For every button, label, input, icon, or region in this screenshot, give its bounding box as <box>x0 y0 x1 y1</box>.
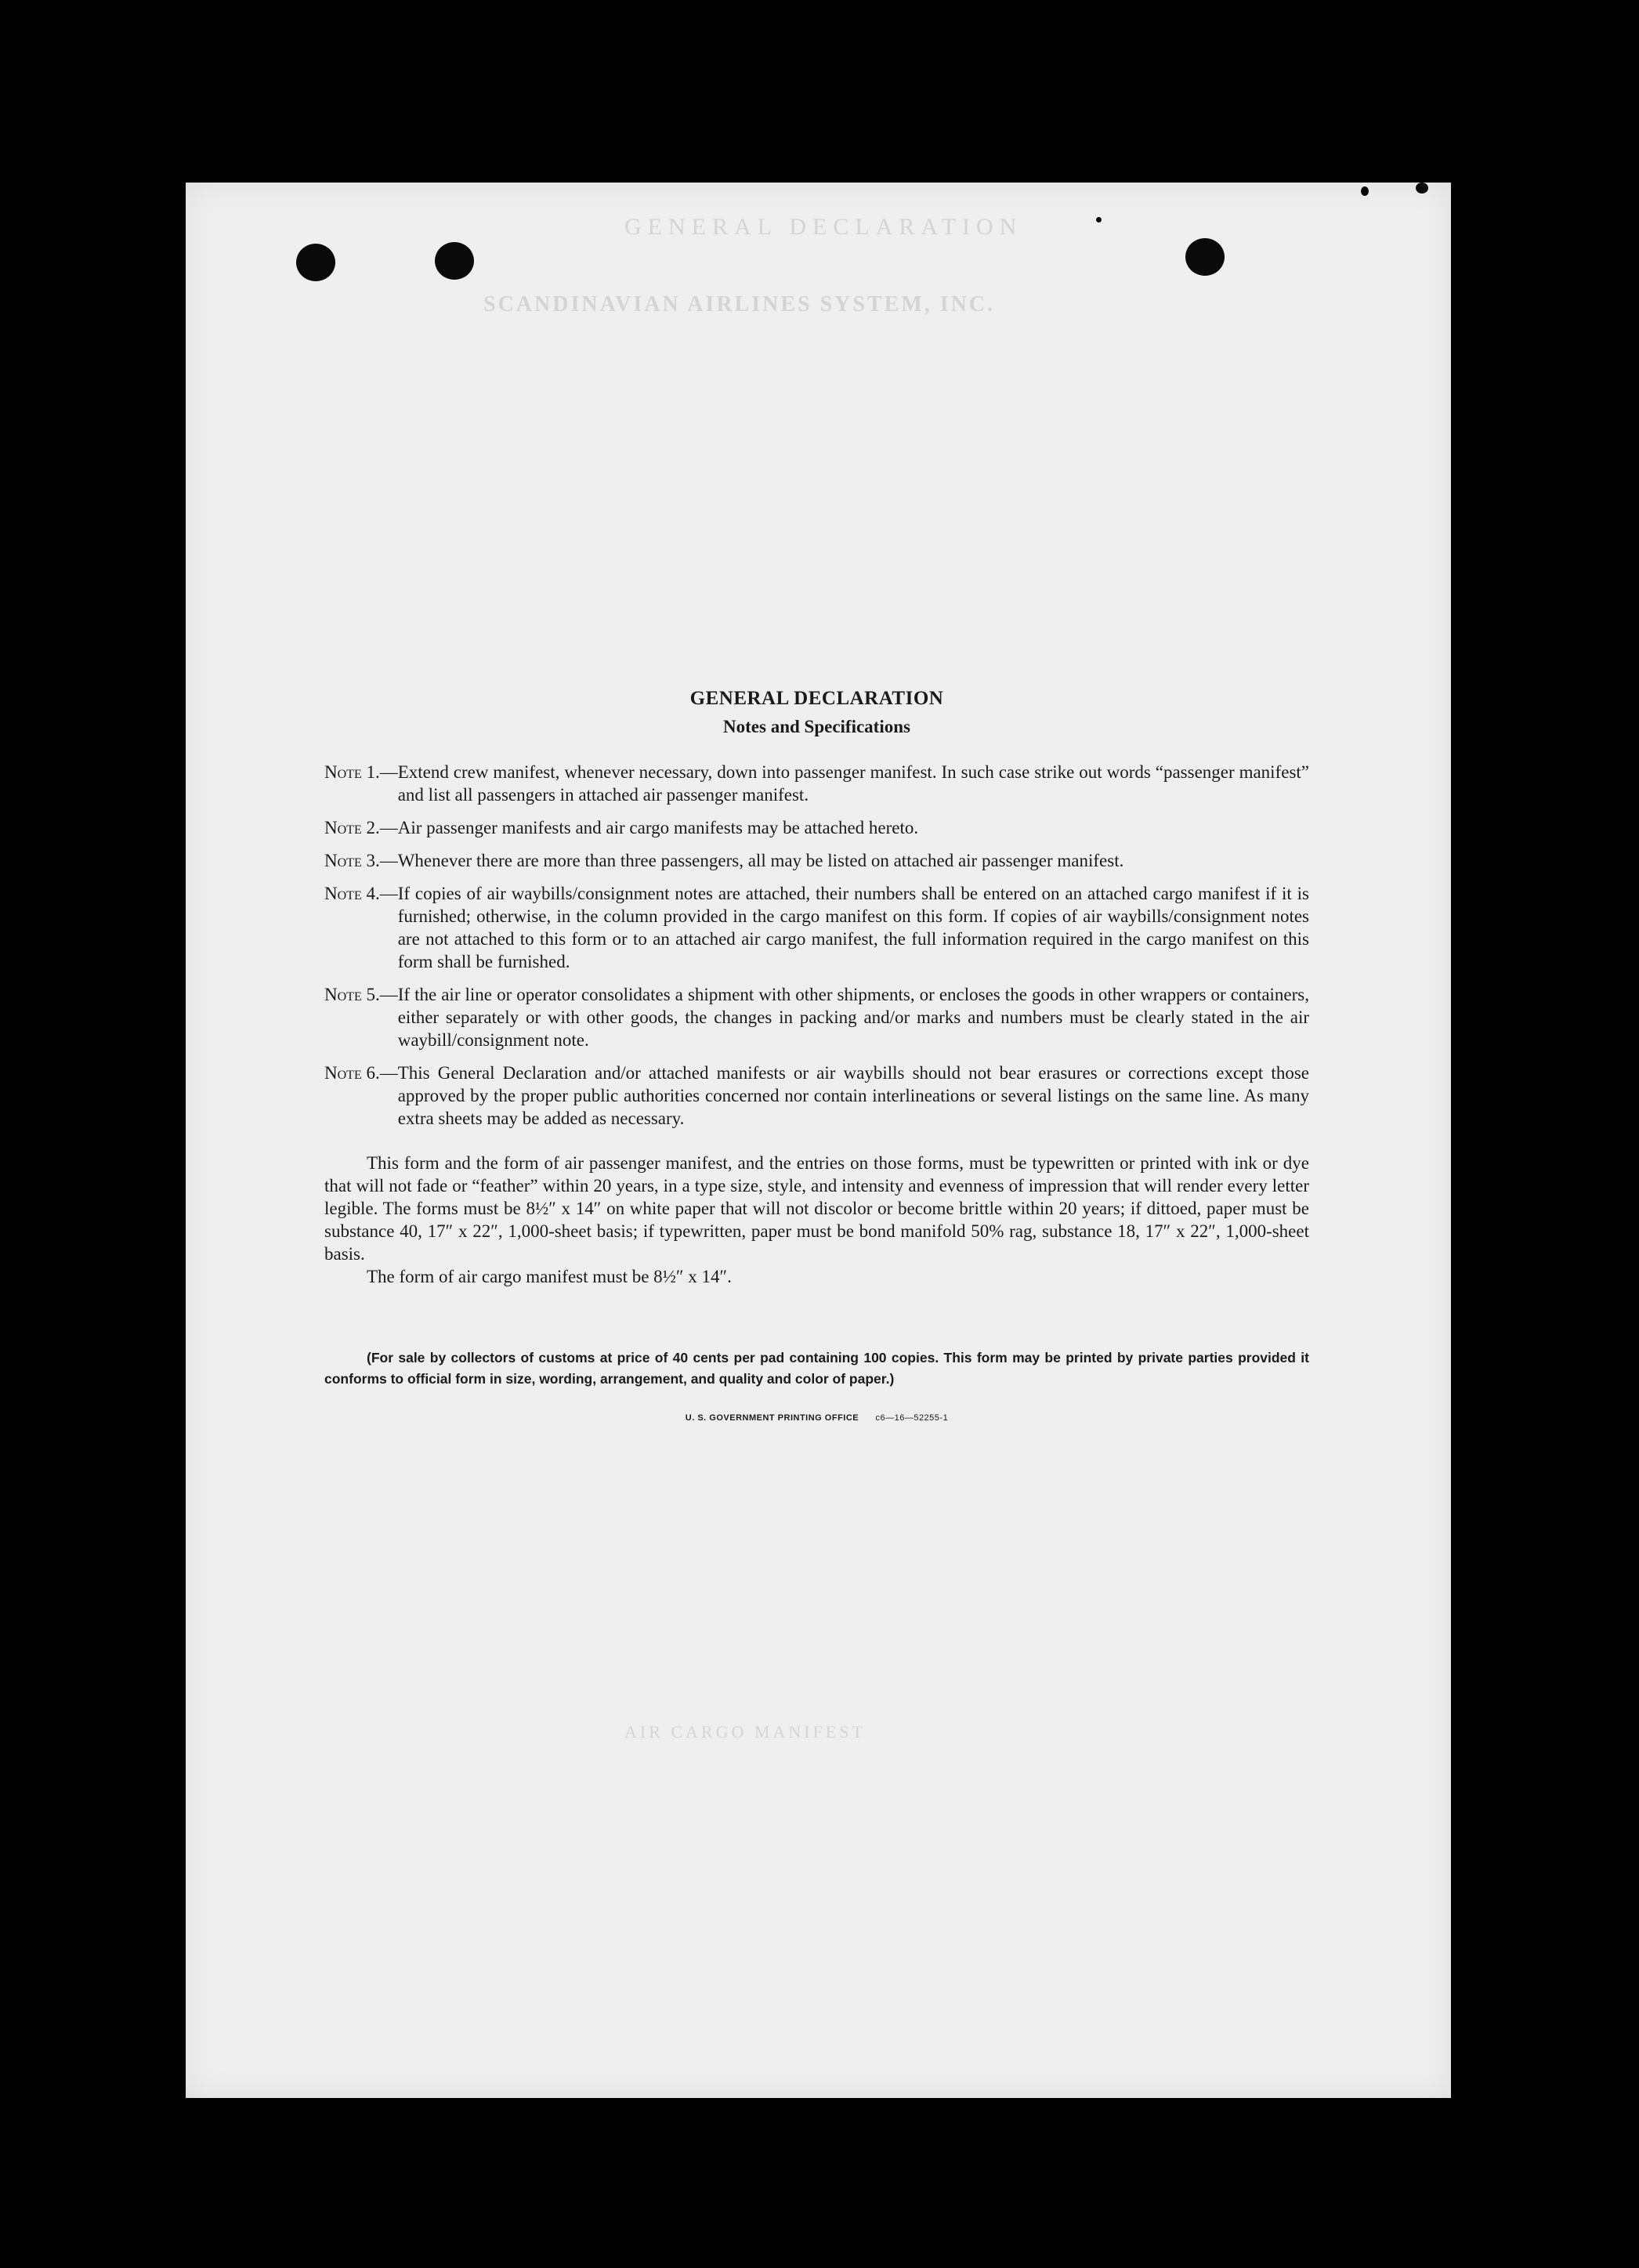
note-text: If the air line or operator consolidates a shipment with other shipments, or encloses the goods in other wrappers or containers, either separately or with other goods, the changes in packing and/or marks and numbers must be clearly stated in the air waybill/consignment note. <box>397 985 1309 1050</box>
punch-hole <box>296 244 335 281</box>
specification-paragraph: This form and the form of air passenger manifest, and the entries on those forms, must be typewritten or printed with ink or dye that will not fade or “feather” within 20 years, in a type size, style, and intensity and evenness of impression that will render every letter legible. The forms must be 8½″ x 14″ on white paper that will not discolor or become brittle within 20 years; if dittoed, paper must be substance 40, 17″ x 22″, 1,000-sheet basis; if typewritten, paper must be bond manifold 50% rag, substance 18, 17″ x 22″, 1,000-sheet basis. <box>324 1153 1309 1264</box>
cargo-manifest-size-paragraph: The form of air cargo manifest must be 8½″ x 14″. <box>367 1267 732 1286</box>
page-subtitle: Notes and Specifications <box>723 717 910 736</box>
speck <box>1416 183 1428 194</box>
page-title: GENERAL DECLARATION <box>689 688 944 709</box>
note-3 <box>324 849 1309 872</box>
sale-note: (For sale by collectors of customs at price of 40 cents per pad containing 100 copies. This form may be printed by private parties provided it conforms to official form in size, wording, arrangement, and quality and color of paper.) <box>324 1350 1309 1387</box>
punch-hole <box>435 242 474 280</box>
note-label: Note 3.— <box>324 851 398 870</box>
note-2 <box>324 816 1309 839</box>
bleed-through-cargo-manifest: AIR CARGO MANIFEST <box>624 1722 866 1742</box>
note-text: Whenever there are more than three passengers, all may be listed on attached air passenger manifest. <box>397 851 1124 870</box>
bleed-through-airline: SCANDINAVIAN AIRLINES SYSTEM, INC. <box>483 292 996 317</box>
note-6 <box>324 1062 1309 1130</box>
punch-hole <box>1185 238 1225 276</box>
note-label: Note 4.— <box>324 884 398 903</box>
bleed-through-header: GENERAL DECLARATION <box>624 214 1023 240</box>
speck <box>1096 217 1102 222</box>
speck <box>1361 186 1369 196</box>
note-text: Extend crew manifest, whenever necessary, down into passenger manifest. In such case strike out words “passenger manifest” and list all passengers in attached air passenger manifest. <box>397 762 1309 805</box>
document-page <box>186 183 1451 2098</box>
note-4 <box>324 882 1309 973</box>
note-label: Note 5.— <box>324 985 398 1004</box>
note-label: Note 2.— <box>324 818 398 837</box>
note-text: If copies of air waybills/consignment notes are attached, their numbers shall be entered on an attached cargo manifest if it is furnished; otherwise, in the column provided in the cargo manifest on this form. If copies of air waybills/consignment notes are not attached to this form or to an attached air cargo manifest, the full information required in the cargo manifest on this form shall be furnished. <box>397 884 1309 971</box>
notes-content <box>324 688 1309 1423</box>
note-text: Air passenger manifests and air cargo manifests may be attached hereto. <box>397 818 919 837</box>
note-label: Note 6.— <box>324 1063 398 1083</box>
note-1 <box>324 761 1309 806</box>
note-label: Note 1.— <box>324 762 398 782</box>
note-5 <box>324 983 1309 1051</box>
printer-name: U. S. GOVERNMENT PRINTING OFFICE <box>685 1413 859 1423</box>
note-text: This General Declaration and/or attached manifests or air waybills should not bear erasures or corrections except those approved by the proper public authorities concerned nor contain interlineations or several listings on the same line. As many extra sheets may be added as necessary. <box>397 1063 1309 1128</box>
printer-imprint <box>324 1413 1309 1423</box>
printer-code: c6—16—52255-1 <box>875 1413 949 1423</box>
